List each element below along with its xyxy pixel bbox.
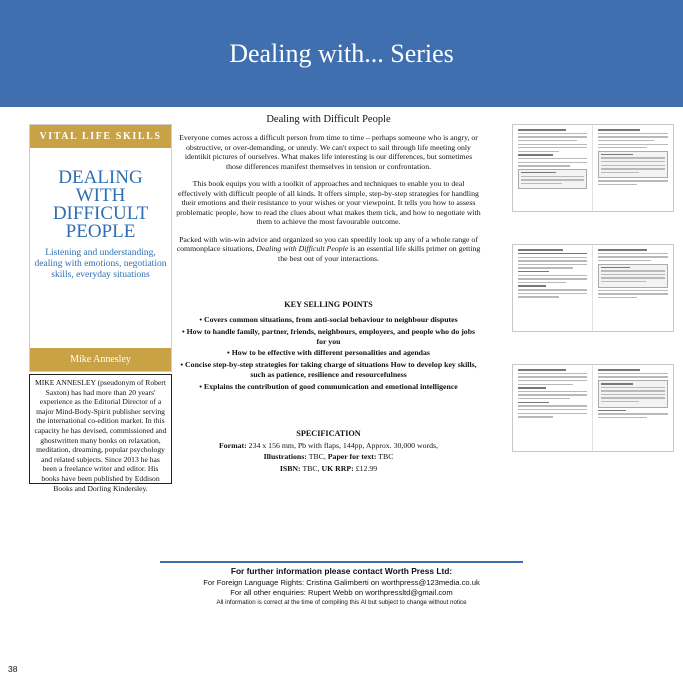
para-text: Packed with win-win advice and organized so you can speedily look up any of a whole range of commonplace situations, [176,234,478,253]
cover-title-line: DEALING [58,167,143,188]
description [176,114,481,271]
footer-divider [160,561,523,563]
key-selling-points-title: KEY SELLING POINTS [284,300,373,309]
description-paragraph: This book equips you with a toolkit of approaches and techniques to enable you to deal effectively with difficult people of all kinds. It offers simple, step-by-step strategies for handling their emotions and their resistance to your wishes or your viewpoint. It tells you how to assess problematic people, how to read the clues about what makes them tick, and how to negotiate with them to achieve the most favourable outcome. [176,179,481,226]
footer-disclaimer: All information is correct at the time of compiling this AI but subject to change without notice [216,599,467,606]
thumbnail-page [513,245,593,331]
spec-value: £12.99 [353,463,378,473]
spec-value: TBC, [306,452,328,461]
thumbnail-page [513,125,593,211]
spec-value: TBC [376,452,394,461]
spec-value: 234 x 156 mm, Pb with flaps, 144pp, Approx. 30,000 words, [246,440,438,450]
cover-author: Mike Annesley [30,348,171,371]
cover-title-line: WITH [75,185,126,206]
description-paragraph: Everyone comes across a difficult person from time to time – perhaps someone who is angry, or obstructive, or over-demanding, or unruly. We can't expect to sail through life meeting only identikit pictures of ourselves. What makes life interesting is our differences, but sometimes those differences manifest themselves in tension or confrontation. [179,133,478,171]
cover-subtitle: Listening and understanding, dealing with emotions, negotiation skills, everyday situations [34,248,167,280]
thumbnail-page [513,365,593,451]
thumbnail-page [593,245,673,331]
selling-point: • Explains the contribution of good communication and emotional intelligence [199,381,458,391]
spec-isbn [176,463,481,475]
sample-spread-thumbnail [512,124,674,212]
author-bio: MIKE ANNESLEY (pseudonym of Robert Saxton) has had more than 20 years' experience as the Editorial Director of a major Mind-Body-Spirit publisher serving the international co-edition market. In this capacity he has devised, commissioned and ghostwritten many books on relaxation, meditation, dreaming, popular psychology and related subjects. Since 2013 he has been a freelance writer and editor. His books have been published by Eddison Books and Dorling Kindersley. [29,374,172,484]
book-cover [29,124,172,372]
cover-title [30,169,171,241]
thumbnail-page [593,365,673,451]
key-selling-points [176,315,481,394]
spec-label: Format: [219,440,247,450]
spec-label: ISBN: [279,463,301,473]
specification [176,428,481,474]
spec-label: UK RRP: [321,463,354,473]
page-number: 38 [8,664,18,674]
footer-rights-contact: For Foreign Language Rights: Cristina Galimberti on worthpress@123media.co.uk [203,578,480,587]
para-text: is an essential life skills primer on getting the best out of your interactions. [278,244,481,263]
selling-point: • Covers common situations, from anti-social behaviour to neighbour disputes [199,315,458,324]
spec-format [176,440,481,452]
para-book-title: Dealing with Difficult People [256,244,349,253]
sample-spread-thumbnail [512,364,674,452]
selling-point: • How to be effective with different personalities and agendas [227,348,430,358]
contact-footer [120,566,563,606]
description-paragraph [176,235,481,264]
header-banner [0,0,683,107]
footer-enquiries-contact: For all other enquiries: Rupert Webb on worthpressltd@gmail.com [230,588,453,597]
selling-point: • How to handle family, partner, friends, neighbours, employers, and people who do jobs for you [181,326,476,346]
thumbnail-page [593,125,673,211]
cover-series: VITAL LIFE SKILLS [30,125,171,148]
specification-title: SPECIFICATION [296,429,361,438]
cover-title-line: DIFFICULT [52,203,149,224]
footer-heading: For further information please contact Worth Press Ltd: [230,566,453,576]
spec-label: Paper for text: [327,452,377,461]
spec-label: Illustrations: [263,452,307,461]
selling-point: • Concise step-by-step strategies for taking charge of situations How to develop key skills, such as patience, resilience and resourcefulness [180,360,477,379]
spec-value: TBC, [300,463,322,473]
cover-title-line: PEOPLE [65,221,136,242]
spec-illustrations [176,451,481,463]
page-title: Dealing with... Series [229,39,454,68]
sample-spread-thumbnail [512,244,674,332]
book-title: Dealing with Difficult People [266,114,391,125]
